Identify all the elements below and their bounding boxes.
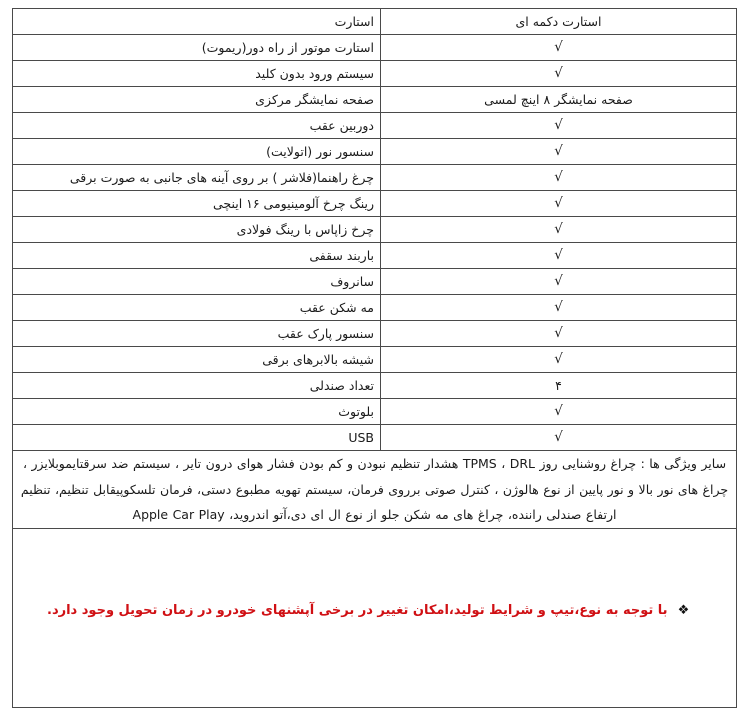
spec-value-check: √ <box>381 61 737 87</box>
notes-fragment: ایموبلایزر ، چراغ های نور بالا و نور پایین از نوع هالوژن ، کنترل صوتی برروی فرمان، سیستم تهویه مطبوع دستی، فرمان تلسکوپی <box>22 456 729 497</box>
spec-value-check: √ <box>381 139 737 165</box>
spec-label: مه شکن عقب <box>13 295 381 321</box>
spec-value-check: √ <box>381 217 737 243</box>
spec-label: بلوتوث <box>13 399 381 425</box>
spec-label: باربند سقفی <box>13 243 381 269</box>
table-row <box>13 113 737 139</box>
spec-label: سنسور نور (اتولایت) <box>13 139 381 165</box>
spec-label: دوربین عقب <box>13 113 381 139</box>
spec-value-check: √ <box>381 35 737 61</box>
table-row <box>13 399 737 425</box>
spec-value-check: √ <box>381 113 737 139</box>
spec-label: رینگ چرخ آلومینیومی ۱۶ اینچی <box>13 191 381 217</box>
spec-label: شیشه بالابرهای برقی <box>13 347 381 373</box>
table-row <box>13 61 737 87</box>
spec-label: چرخ زاپاس با رینگ فولادی <box>13 217 381 243</box>
notes-fragment: سایر ویژگی ها : چراغ روشنایی روز <box>535 456 727 471</box>
spec-value-check: √ <box>381 295 737 321</box>
warning-line <box>47 603 702 619</box>
table-row <box>13 295 737 321</box>
spec-label: سنسور پارک عقب <box>13 321 381 347</box>
table-row <box>13 87 737 113</box>
spec-label: USB <box>13 425 381 451</box>
spec-value: صفحه نمایشگر ۸ اینچ لمسی <box>381 87 737 113</box>
spec-value-check: √ <box>381 243 737 269</box>
spec-label: چرغ راهنما(فلاشر ) بر روی آینه های جانبی به صورت برقی <box>13 165 381 191</box>
table-row <box>13 217 737 243</box>
warning-cell <box>13 528 737 707</box>
table-row <box>13 191 737 217</box>
warning-inner <box>19 529 730 707</box>
spec-label: استارت <box>13 9 381 35</box>
notes-fragment: قابل تنظیم، تنظیم ارتفاع صندلی راننده، چراغ های مه شکن جلو از نوع ال ای دی،آتو اندروید، <box>20 481 617 523</box>
spec-table-container <box>13 8 737 708</box>
table-row <box>13 269 737 295</box>
spec-label: صفحه نمایشگر مرکزی <box>13 87 381 113</box>
table-row <box>13 347 737 373</box>
spec-value-check: √ <box>381 347 737 373</box>
table-row <box>13 165 737 191</box>
warning-row <box>13 528 737 707</box>
spec-value-check: √ <box>381 321 737 347</box>
spec-value-check: √ <box>381 269 737 295</box>
vehicle-spec-table <box>12 8 737 708</box>
spec-label: تعداد صندلی <box>13 373 381 399</box>
spec-value: ۴ <box>381 373 737 399</box>
spec-label: سانروف <box>13 269 381 295</box>
spec-label: سیستم ورود بدون کلید <box>13 61 381 87</box>
table-row <box>13 9 737 35</box>
spec-table-body <box>13 9 737 708</box>
other-features-paragraph <box>19 451 730 528</box>
spec-value-check: √ <box>381 425 737 451</box>
spec-label: استارت موتور از راه دور(ریموت) <box>13 35 381 61</box>
table-row <box>13 425 737 451</box>
diamond-bullet-icon: ❖ <box>677 602 690 618</box>
spec-value: استارت دکمه ای <box>381 9 737 35</box>
table-row <box>13 321 737 347</box>
notes-fragment: هشدار تنظیم نبودن و کم بودن فشار هوای درون تایر ، سیستم ضد سرقت <box>79 456 463 471</box>
warning-text: با توجه به نوع،تیپ و شرایط تولید،امکان تغییر در برخی آپشنهای خودرو در زمان تحویل وجود دارد. <box>47 602 668 618</box>
table-row <box>13 373 737 399</box>
table-row <box>13 243 737 269</box>
table-row <box>13 35 737 61</box>
spec-value-check: √ <box>381 399 737 425</box>
notes-fragment: Apple Car Play <box>132 507 225 523</box>
notes-row <box>13 451 737 529</box>
table-row <box>13 139 737 165</box>
other-features-cell <box>13 451 737 529</box>
spec-value-check: √ <box>381 191 737 217</box>
notes-fragment: TPMS ، DRL <box>462 456 535 471</box>
spec-value-check: √ <box>381 165 737 191</box>
